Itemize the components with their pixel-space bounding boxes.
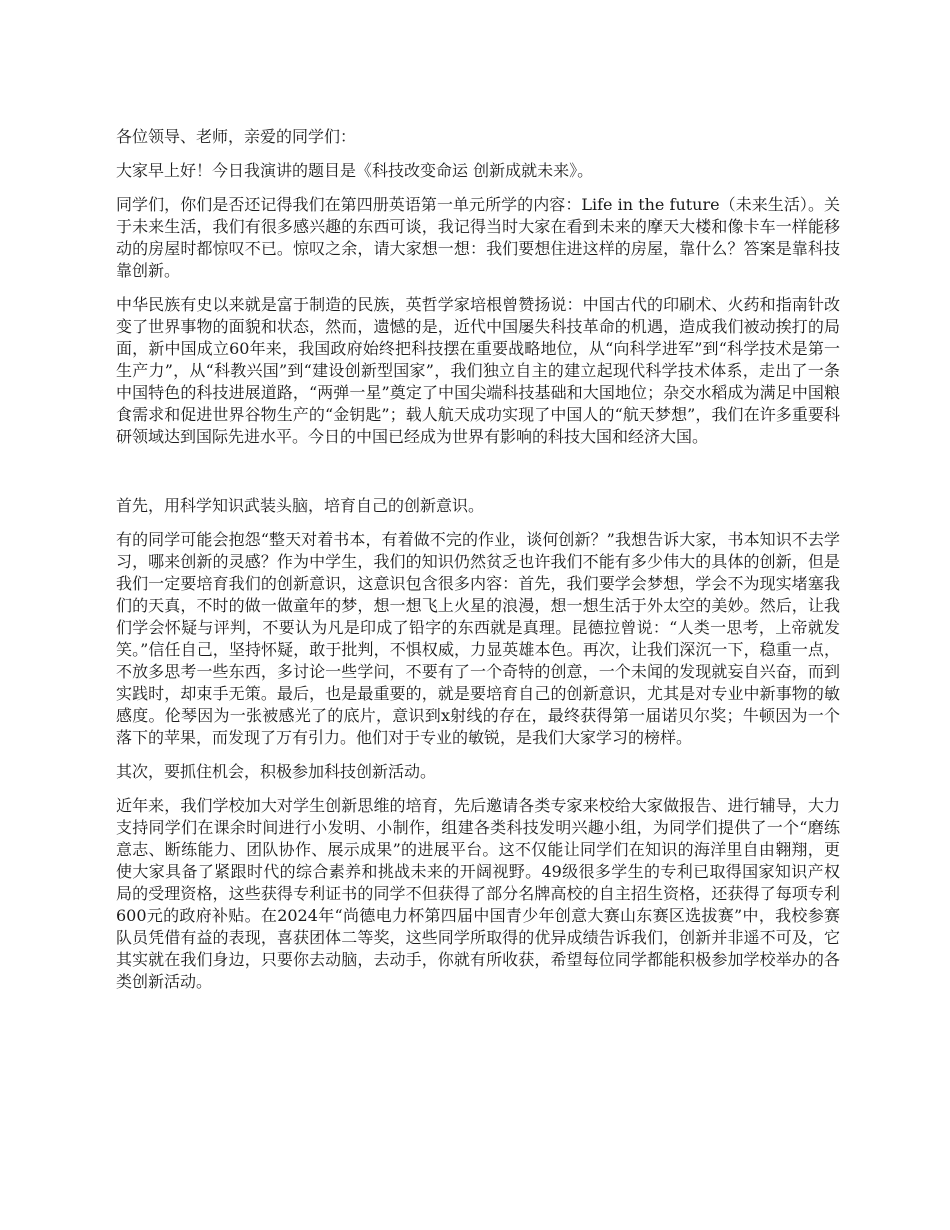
- chinese-history-paragraph: 中华民族有史以来就是富于制造的民族，英哲学家培根曾赞扬说：中国古代的印刷术、火药和指南针改变了世界事物的面貌和状态，然而，遗憾的是，近代中国屡失科技革命的机遇，造成我们被动挨打的局面，新中国成立60年来，我国政府始终把科技摆在重要战略地位，从“向科学进军”到“科学技术是第一生产力”，从“科教兴国”到“建设创新型国家”，我们独立自主的建立起现代科学技术体系，走出了一条中国特色的科技进展道路，“两弹一星”奠定了中国尖端科技基础和大国地位；杂交水稻成为满足中国粮食需求和促进世界谷物生产的“金钥匙”；载人航天成功实现了中国人的“航天梦想”，我们在许多重要科研领域达到国际先进水平。今日的中国已经成为世界有影响的科技大国和经济大国。: [116, 295, 840, 446]
- section-gap: [116, 460, 840, 495]
- second-point-heading: 其次，要抓住机会，积极参加科技创新活动。: [116, 762, 437, 781]
- innovation-awareness-paragraph: 有的同学可能会抱怨“整天对着书本，有着做不完的作业，谈何创新？”我想告诉大家，书本知识不去学习，哪来创新的灵感？作为中学生，我们的知识仍然贫乏也许我们不能有多少伟大的具体的创新，但是我们一定要培育我们的创新意识，这意识包含很多内容：首先，我们要学会梦想，学会不为现实堵塞我们的天真，不时的做一做童年的梦，想一想飞上火星的浪漫，想一想生活于外太空的美妙。然后，让我们学会怀疑与评判，不要认为凡是印成了铅字的东西就是真理。昆德拉曾说：“人类一思考，上帝就发笑。”信任自己，坚持怀疑，敢于批判，不惧权威，力显英雄本色。再次，让我们深沉一下，稳重一点，不放多思考一些东西，多讨论一些学问，不要有了一个奇特的创意，一个未闻的发现就妄自兴奋，而到实践时，却束手无策。最后，也是最重要的，就是要培育自己的创新意识，尤其是对专业中新事物的敏感度。伦琴因为一张被感光了的底片，意识到x射线的存在，最终获得第一届诺贝尔奖；牛顿因为一个落下的苹果，而发现了万有引力。他们对于专业的敏锐，是我们大家学习的榜样。: [116, 530, 840, 747]
- opening-paragraph: 大家早上好！今日我演讲的题目是《科技改变命运 创新成就未来》。: [116, 161, 594, 180]
- first-point-heading: 首先，用科学知识武装头脑，培育自己的创新意识。: [116, 496, 485, 515]
- school-activities-paragraph: 近年来，我们学校加大对学生创新思维的培育，先后邀请各类专家来校给大家做报告、进行辅导，大力支持同学们在课余时间进行小发明、小制作，组建各类科技发明兴趣小组，为同学们提供了一个“磨练意志、断练能力、团队协作、展示成果”的进展平台。这不仅能让同学们在知识的海洋里自由翱翔，更使大家具备了紧跟时代的综合素养和挑战未来的开阔视野。49级很多学生的专利已取得国家知识产权局的受理资格，这些获得专利证书的同学不但获得了部分名牌高校的自主招生资格，还获得了每项专利600元的政府补贴。在2024年“尚德电力杯第四届中国青少年创意大赛山东赛区选拔赛”中，我校参赛队员凭借有益的表现，喜获团体二等奖，这些同学所取得的优异成绩告诉我们，创新并非遥不可及，它其实就在我们身边，只要你去动脑，去动手，你就有所收获，希望每位同学都能积极参加学校举办的各类创新活动。: [116, 796, 840, 991]
- future-life-paragraph: 同学们，你们是否还记得我们在第四册英语第一单元所学的内容：Life in the future（未来生活）。关于未来生活，我们有很多感兴趣的东西可谈，我记得当时大家在看到未来的摩天大楼和像卡车一样能移动的房屋时都惊叹不已。惊叹之余，请大家想一想：我们要想住进这样的房屋，靠什么？答案是靠科技靠创新。: [116, 195, 840, 280]
- document-page: [116, 126, 840, 1005]
- greeting-paragraph: 各位领导、老师，亲爱的同学们：: [116, 127, 357, 146]
